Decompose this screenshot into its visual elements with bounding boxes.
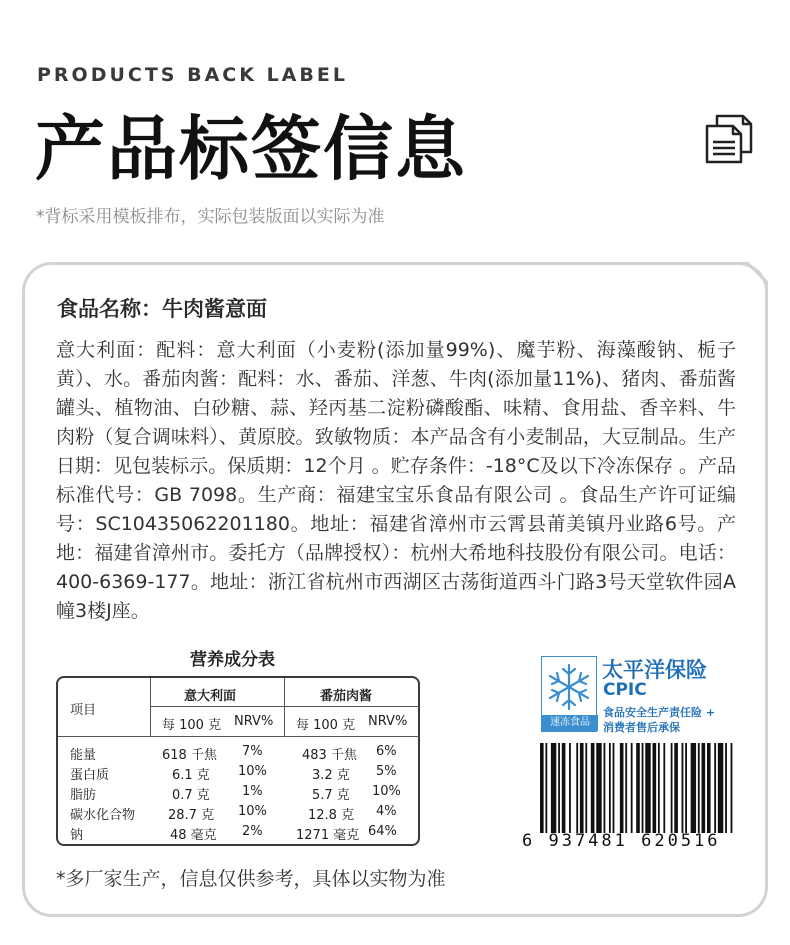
table-row bbox=[58, 764, 420, 784]
nutrient-nrv: 10% bbox=[238, 764, 267, 779]
barcode-bar bbox=[636, 743, 640, 833]
barcode-bar bbox=[731, 743, 733, 833]
barcode-bar bbox=[682, 743, 684, 833]
product-name: 食品名称：牛肉酱意面 bbox=[57, 297, 267, 321]
nutrition-rows bbox=[58, 744, 420, 844]
nutrient-value: 1271 毫克 bbox=[296, 828, 360, 843]
nutrient-nrv: 7% bbox=[242, 744, 263, 759]
barcode-bar bbox=[718, 743, 723, 833]
footnote: *多厂家生产，信息仅供参考，具体以实物为准 bbox=[56, 868, 446, 890]
sub-header: NRV% bbox=[234, 714, 274, 729]
insurance-line-2: 消费者售后承保 bbox=[603, 721, 680, 734]
table-row bbox=[58, 804, 420, 824]
nutrient-nrv: 64% bbox=[368, 824, 397, 839]
barcode-bar bbox=[674, 743, 678, 833]
barcode-bar bbox=[671, 743, 673, 833]
table-row bbox=[58, 824, 420, 844]
table-divider bbox=[150, 706, 420, 707]
frozen-food-label: 速冻食品 bbox=[542, 715, 598, 731]
panel-corner-fold bbox=[690, 252, 780, 312]
barcode-bar bbox=[658, 743, 660, 833]
barcode-bar bbox=[620, 743, 624, 833]
barcode-bar bbox=[604, 743, 606, 833]
barcode-bar bbox=[569, 743, 571, 833]
barcode-bar bbox=[591, 743, 595, 833]
nutrient-nrv: 5% bbox=[376, 764, 397, 779]
barcode-bar bbox=[562, 743, 566, 833]
insurer-name: 太平洋保险 bbox=[602, 658, 707, 682]
document-icon bbox=[703, 112, 755, 164]
insurer-abbr: CPIC bbox=[603, 680, 647, 700]
barcode-bar bbox=[702, 743, 706, 833]
nutrition-table bbox=[56, 676, 420, 846]
nutrient-nrv: 10% bbox=[372, 784, 401, 799]
barcode-bar bbox=[580, 743, 584, 833]
group-header-pasta: 意大利面 bbox=[184, 689, 237, 704]
barcode-bar bbox=[596, 743, 601, 833]
nutrient-nrv: 1% bbox=[242, 784, 263, 799]
barcode-bar bbox=[642, 743, 644, 833]
layout-note: *背标采用模板排布，实际包装版面以实际为准 bbox=[36, 207, 385, 227]
nutrient-name: 脂肪 bbox=[70, 788, 97, 803]
sub-header: 每 100 克 bbox=[296, 718, 356, 733]
barcode-bar bbox=[540, 743, 544, 833]
nutrient-value: 0.7 克 bbox=[172, 788, 210, 803]
nutrient-value: 48 毫克 bbox=[170, 828, 217, 843]
barcode-bar bbox=[645, 743, 650, 833]
nutrition-title: 营养成分表 bbox=[190, 650, 275, 670]
barcode-bar bbox=[685, 743, 687, 833]
nutrient-name: 能量 bbox=[70, 748, 97, 763]
nutrient-name: 碳水化合物 bbox=[70, 808, 136, 823]
nutrient-nrv: 10% bbox=[238, 804, 267, 819]
nutrient-value: 28.7 克 bbox=[168, 808, 215, 823]
barcode bbox=[540, 743, 736, 833]
header-kicker: PRODUCTS BACK LABEL bbox=[37, 64, 348, 86]
barcode-bar bbox=[725, 743, 727, 833]
nutrient-value: 3.2 克 bbox=[312, 768, 350, 783]
group-header-sauce: 番茄肉酱 bbox=[320, 689, 373, 704]
page-title: 产品标签信息 bbox=[35, 108, 467, 190]
table-divider bbox=[150, 678, 151, 736]
item-header: 项目 bbox=[70, 703, 97, 718]
insurance-badge bbox=[541, 656, 741, 736]
nutrient-nrv: 6% bbox=[376, 744, 397, 759]
barcode-bar bbox=[707, 743, 711, 833]
insurance-line-1: 食品安全生产责任险 + bbox=[603, 706, 716, 719]
nutrient-value: 483 千焦 bbox=[302, 748, 357, 763]
nutrient-value: 618 千焦 bbox=[162, 748, 217, 763]
nutrient-nrv: 4% bbox=[376, 804, 397, 819]
barcode-bar bbox=[663, 743, 665, 833]
table-divider bbox=[284, 678, 285, 736]
barcode-bar bbox=[625, 743, 627, 833]
nutrient-value: 6.1 克 bbox=[172, 768, 210, 783]
barcode-bar bbox=[545, 743, 547, 833]
barcode-bar bbox=[551, 743, 556, 833]
barcode-bar bbox=[631, 743, 633, 833]
barcode-bar bbox=[691, 743, 696, 833]
table-divider bbox=[58, 736, 420, 737]
barcode-bar bbox=[653, 743, 657, 833]
barcode-bar bbox=[609, 743, 611, 833]
nutrient-name: 蛋白质 bbox=[70, 768, 110, 783]
table-row bbox=[58, 784, 420, 804]
nutrient-name: 钠 bbox=[70, 828, 84, 843]
barcode-bar bbox=[576, 743, 578, 833]
barcode-bar bbox=[613, 743, 615, 833]
barcode-bar bbox=[714, 743, 716, 833]
ingredients-text: 意大利面：配料：意大利面（小麦粉(添加量99%)、魔芋粉、海藻酸钠、栀子黄）、水。番茄肉酱：配料：水、番茄、洋葱、牛肉(添加量11%)、猪肉、番茄酱罐头、植物油、白砂糖、蒜、羟丙基二淀粉磷酸酯、味精、食用盐、香辛料、牛肉粉（复合调味料）、黄原胶。致敏物质：本产品含有小麦制品，大豆制品。生产日期：见包装标示。保质期：12个月 。贮存条件：-18°C及以下冷冻保存 。产品标准代号：GB 7098。生产商：福建宝宝乐食品有限公司 。食品生产许可证编号：SC10435062201180。地址：福建省漳州市云霄县莆美镇丹业路6号。产地：福建省漳州市。委托方（品牌授权）：杭州大希地科技股份有限公司。电话：400-6369-177。地址：浙江省杭州市西湖区古荡街道西斗门路3号天堂软件园A幢3楼J座。 bbox=[56, 339, 736, 622]
barcode-bar bbox=[698, 743, 700, 833]
barcode-bar bbox=[585, 743, 587, 833]
barcode-bar bbox=[558, 743, 560, 833]
frozen-food-mark bbox=[541, 656, 597, 732]
sub-header: 每 100 克 bbox=[162, 718, 222, 733]
nutrient-nrv: 2% bbox=[242, 824, 263, 839]
nutrient-value: 5.7 克 bbox=[312, 788, 350, 803]
barcode-number: 6 937481 620516 bbox=[522, 831, 721, 851]
nutrient-value: 12.8 克 bbox=[308, 808, 355, 823]
sub-header: NRV% bbox=[368, 714, 408, 729]
table-row bbox=[58, 744, 420, 764]
snowflake-icon bbox=[542, 657, 596, 715]
